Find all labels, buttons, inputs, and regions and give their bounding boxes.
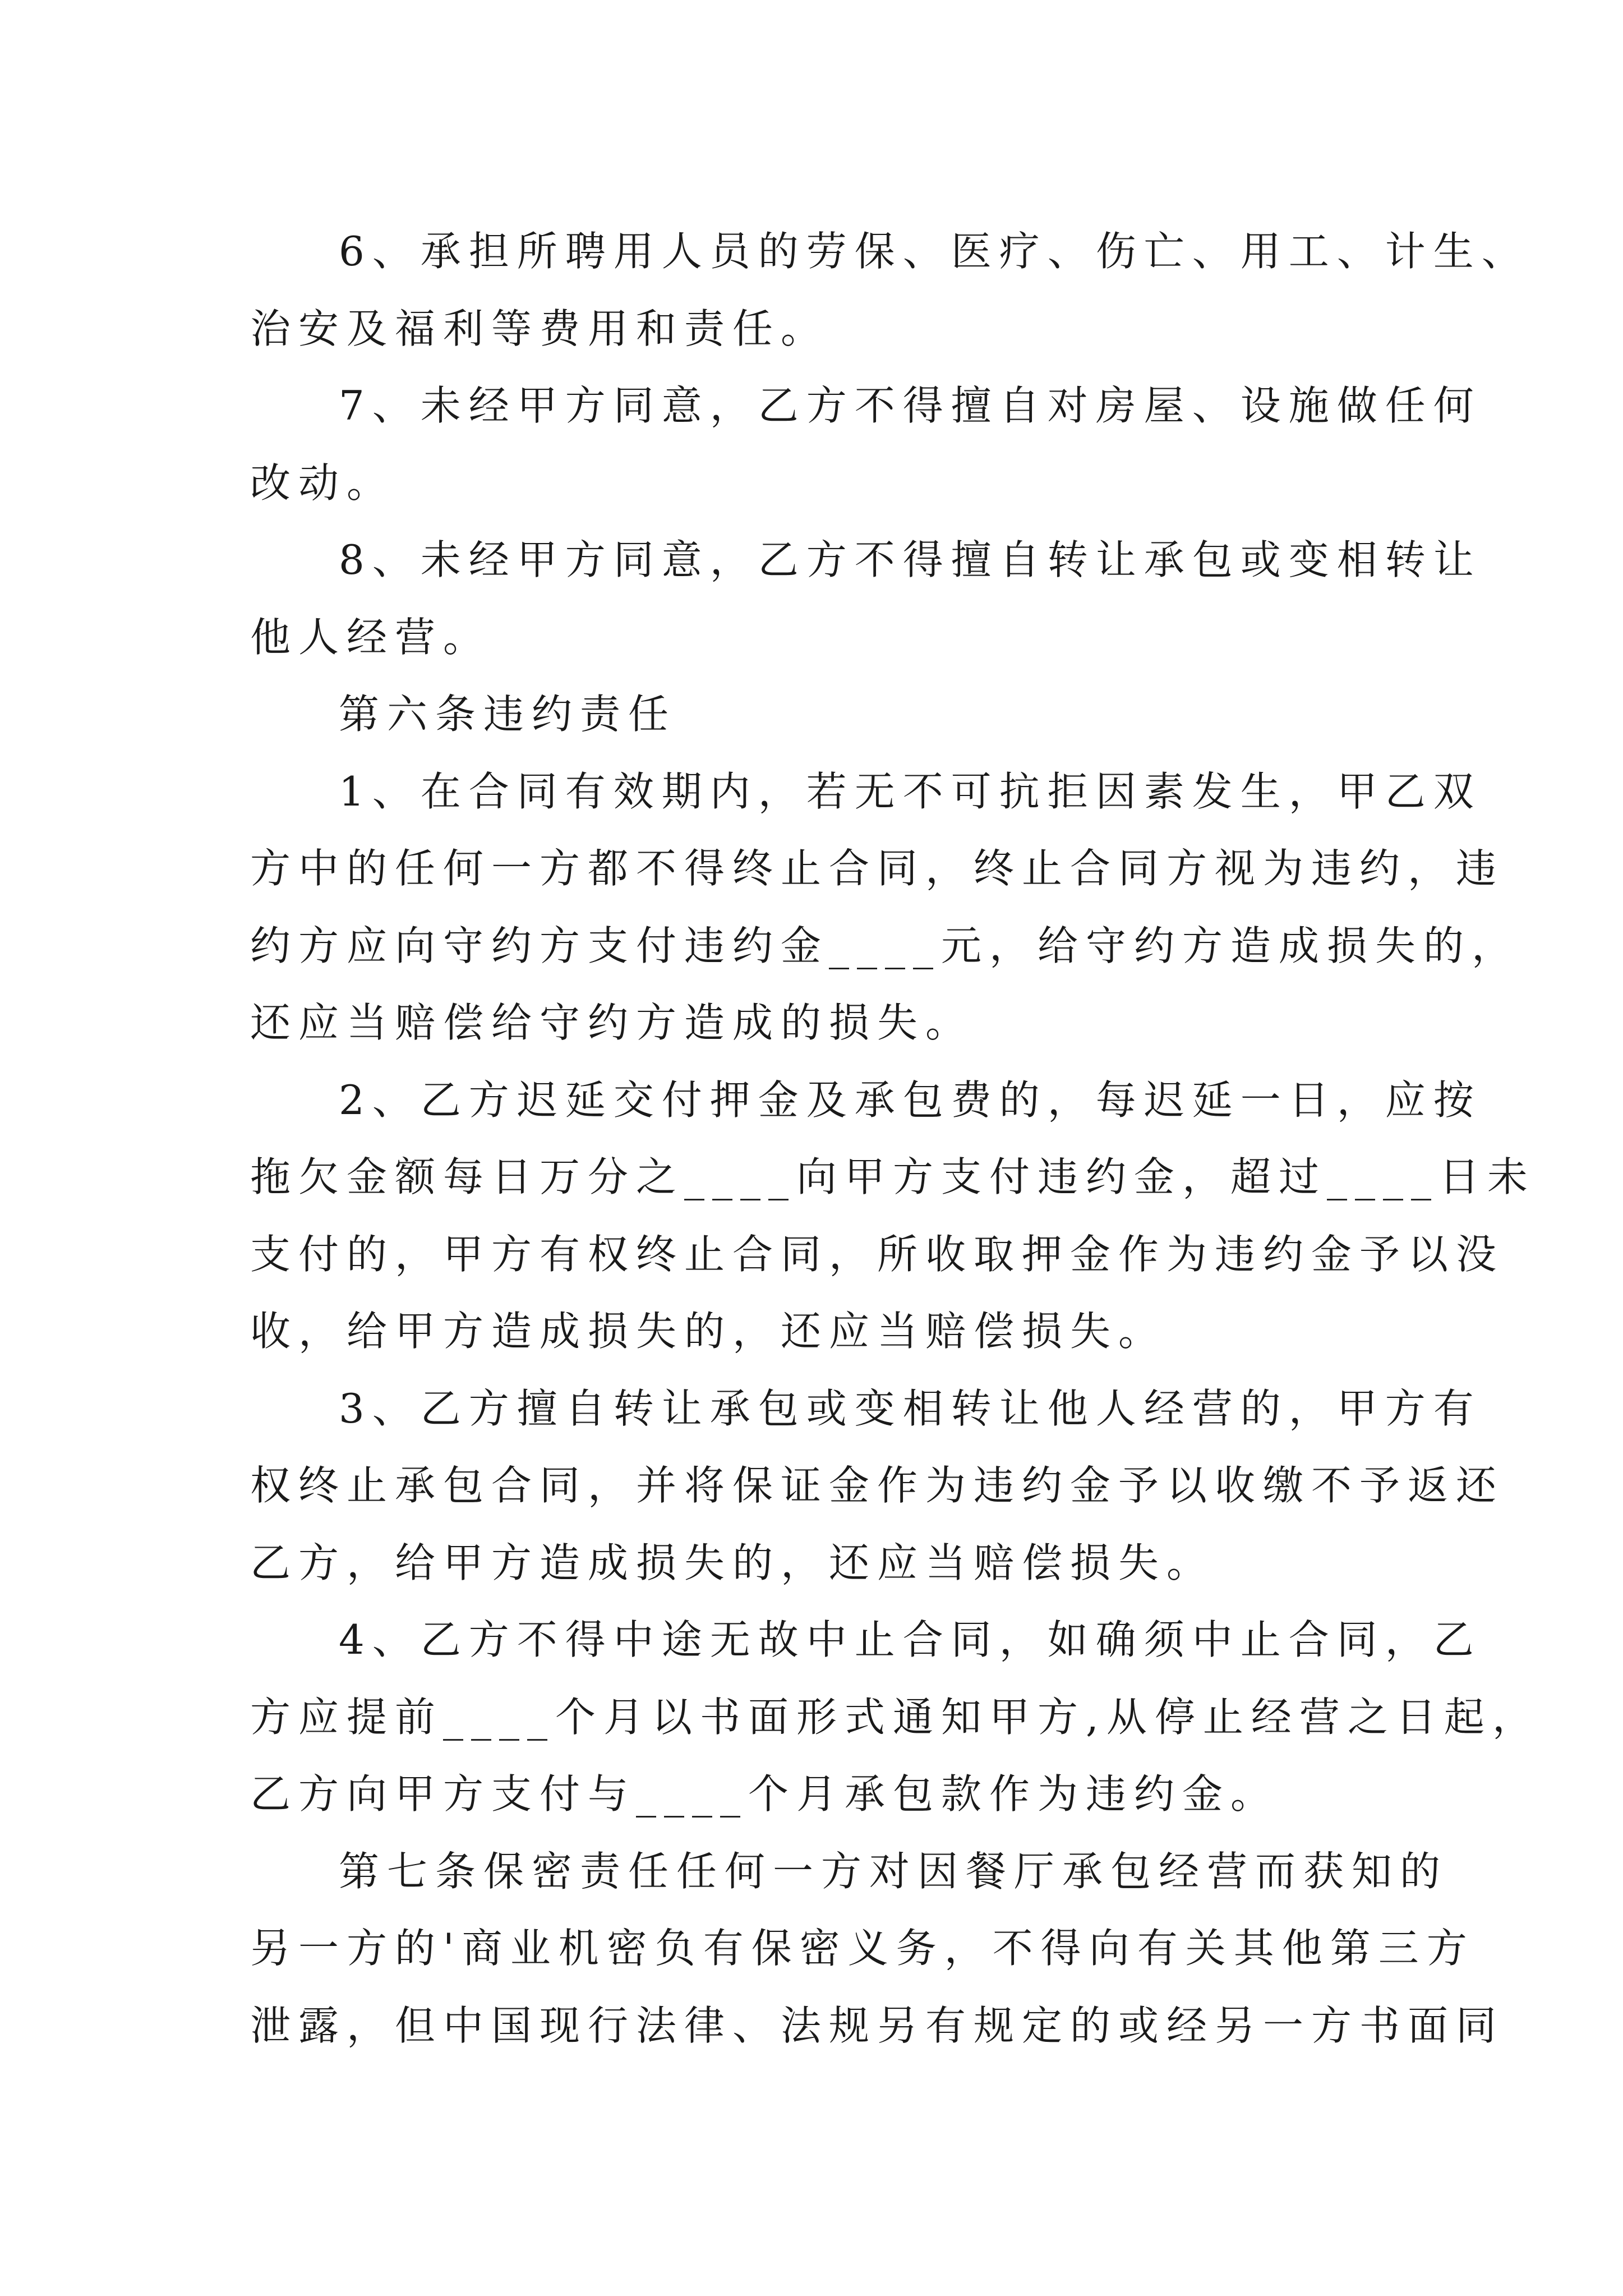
text-line: 乙方向甲方支付与____个月承包款作为违约金。 [250, 1770, 1279, 1818]
text-line: 另一方的'商业机密负有保密义务，不得向有关其他第三方 [250, 1925, 1475, 1972]
text-line: 1、在合同有效期内，若无不可抗拒因素发生，甲乙双 [339, 767, 1482, 815]
text-line: 治安及福利等费用和责任。 [250, 305, 829, 352]
text-line: 权终止承包合同，并将保证金作为违约金予以收缴不予返还 [250, 1462, 1505, 1509]
text-line: 第七条保密责任任何一方对因餐厅承包经营而获知的 [339, 1847, 1449, 1895]
text-line: 还应当赔偿给守约方造成的损失。 [250, 999, 974, 1046]
text-line: 方中的任何一方都不得终止合同，终止合同方视为违约，违 [250, 845, 1505, 892]
text-line: 6、承担所聘用人员的劳保、医疗、伤亡、用工、计生、 [339, 228, 1530, 275]
document-body [250, 213, 1541, 2064]
text-line: 方应提前____个月以书面形式通知甲方,从停止经营之日起， [250, 1693, 1541, 1741]
text-line: 泄露，但中国现行法律、法规另有规定的或经另一方书面同 [250, 2001, 1505, 2049]
text-line: 乙方，给甲方造成损失的，还应当赔偿损失。 [250, 1539, 1215, 1586]
text-line: 他人经营。 [250, 613, 492, 661]
text-line: 约方应向守约方支付违约金____元，给守约方造成损失的， [250, 922, 1520, 969]
text-line: 支付的，甲方有权终止合同，所收取押金作为违约金予以没 [250, 1230, 1505, 1278]
text-line: 7、未经甲方同意，乙方不得擅自对房屋、设施做任何 [339, 382, 1482, 429]
text-line: 2、乙方迟延交付押金及承包费的，每迟延一日，应按 [339, 1076, 1482, 1124]
text-line: 4、乙方不得中途无故中止合同，如确须中止合同，乙 [339, 1616, 1482, 1663]
text-line: 8、未经甲方同意，乙方不得擅自转让承包或变相转让 [339, 536, 1482, 583]
text-line: 改动。 [250, 459, 395, 507]
text-line: 收，给甲方造成损失的，还应当赔偿损失。 [250, 1308, 1167, 1355]
section-heading: 第六条违约责任 [339, 691, 677, 738]
text-line: 3、乙方擅自转让承包或变相转让他人经营的，甲方有 [339, 1384, 1482, 1432]
text-line: 拖欠金额每日万分之____向甲方支付违约金，超过____日未 [250, 1153, 1536, 1200]
